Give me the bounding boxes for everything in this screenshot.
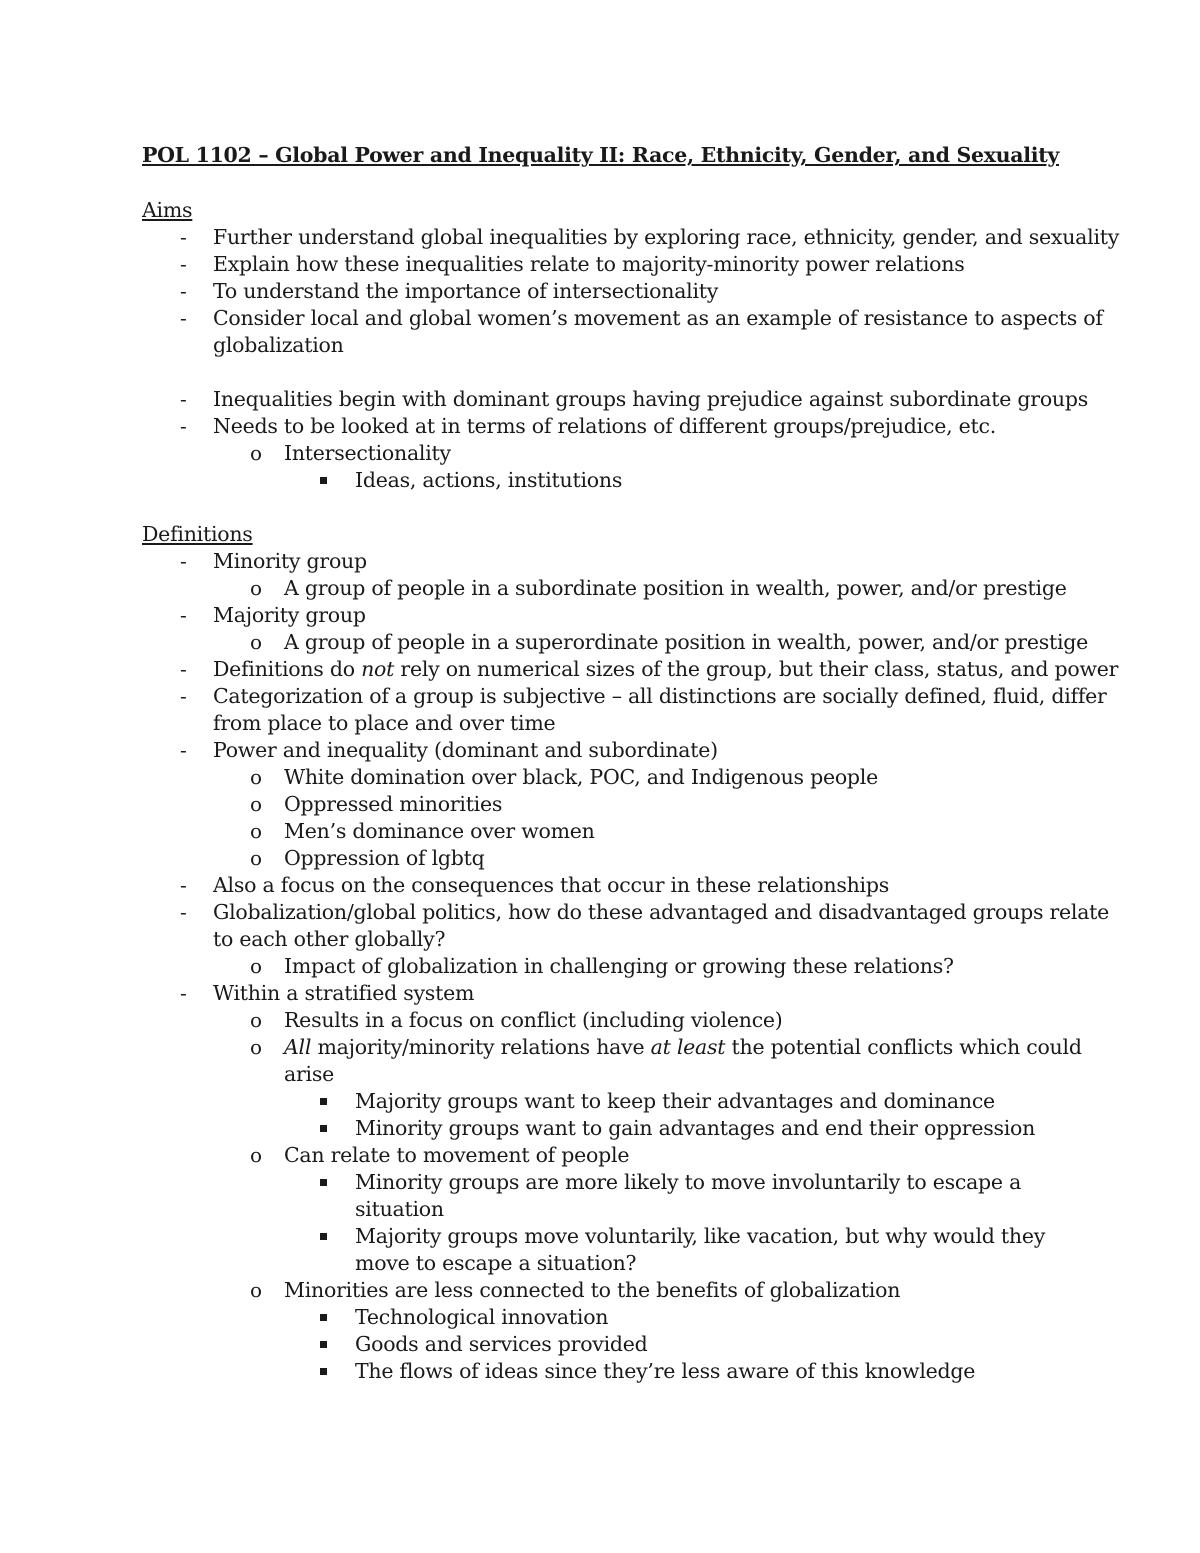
dash-bullet: - [180,657,187,681]
note-item: Inequalities begin with dominant groups having prejudice against subordinate groups [213,387,1089,411]
circle-bullet: o [250,1008,263,1032]
circle-bullet: o [250,576,263,600]
definition-subitem-mixed [284,1034,1082,1061]
definition-subsubitem: The flows of ideas since they’re less aware of this knowledge [355,1359,976,1383]
note-subsubitem: Ideas, actions, institutions [355,468,623,492]
dash-bullet: - [180,279,187,303]
circle-bullet: o [250,1143,263,1167]
square-bullet-icon [320,1368,327,1375]
definition-subsubitem: Goods and services provided [355,1332,648,1356]
dash-bullet: - [180,225,187,249]
note-subitem: Intersectionality [284,441,451,465]
definition-item: Minority group [213,549,367,573]
definition-subitem: A group of people in a subordinate position in wealth, power, and/or prestige [284,576,1067,600]
square-bullet-icon [320,1341,327,1348]
square-bullet-icon [320,1125,327,1132]
definition-subitem: White domination over black, POC, and Indigenous people [284,765,878,789]
definition-subitem: Men’s dominance over women [284,819,595,843]
italic-text-run: at least [650,1035,726,1059]
document-title: POL 1102 – Global Power and Inequality II: Race, Ethnicity, Gender, and Sexuality [142,143,1059,167]
circle-bullet: o [250,1035,263,1059]
definition-item: Power and inequality (dominant and subordinate) [213,738,718,762]
square-bullet-icon [320,1179,327,1186]
circle-bullet: o [250,630,263,654]
dash-bullet: - [180,900,187,924]
definition-item: Within a stratified system [213,981,475,1005]
text-run: the potential conflicts which could [725,1035,1082,1059]
definition-item-continuation: to each other globally? [213,927,446,951]
dash-bullet: - [180,738,187,762]
italic-text-run: All [284,1035,312,1059]
definition-subitem: Results in a focus on conflict (including violence) [284,1008,783,1032]
text-run: majority/minority relations have [311,1035,651,1059]
definition-item-continuation: from place to place and over time [213,711,556,735]
circle-bullet: o [250,846,263,870]
definition-item-mixed [213,656,1118,683]
circle-bullet: o [250,792,263,816]
aims-item: Consider local and global women’s movement as an example of resistance to aspects of [213,306,1103,330]
definition-subitem: Minorities are less connected to the benefits of globalization [284,1278,901,1302]
square-bullet-icon [320,1233,327,1240]
square-bullet-icon [320,1098,327,1105]
circle-bullet: o [250,441,263,465]
circle-bullet: o [250,954,263,978]
italic-text-run: not [361,657,395,681]
aims-item: To understand the importance of intersectionality [213,279,719,303]
dash-bullet: - [180,549,187,573]
text-run: Definitions do [213,657,362,681]
dash-bullet: - [180,414,187,438]
definition-subsubitem-continuation: situation [355,1197,444,1221]
circle-bullet: o [250,819,263,843]
dash-bullet: - [180,981,187,1005]
definition-subsubitem: Technological innovation [355,1305,609,1329]
dash-bullet: - [180,603,187,627]
aims-heading: Aims [142,198,193,222]
definitions-heading: Definitions [142,522,253,546]
text-run: rely on numerical sizes of the group, but their class, status, and power [394,657,1119,681]
note-item: Needs to be looked at in terms of relations of different groups/prejudice, etc. [213,414,996,438]
square-bullet-icon [320,477,327,484]
dash-bullet: - [180,387,187,411]
dash-bullet: - [180,306,187,330]
definition-item: Globalization/global politics, how do these advantaged and disadvantaged groups relate [213,900,1110,924]
dash-bullet: - [180,252,187,276]
definition-subitem: A group of people in a superordinate position in wealth, power, and/or prestige [284,630,1089,654]
definition-subitem: Impact of globalization in challenging or growing these relations? [284,954,954,978]
definition-item: Also a focus on the consequences that occur in these relationships [213,873,889,897]
definition-item: Majority group [213,603,366,627]
dash-bullet: - [180,684,187,708]
aims-item: Further understand global inequalities by exploring race, ethnicity, gender, and sexuality [213,225,1120,249]
circle-bullet: o [250,1278,263,1302]
definition-subitem-continuation: arise [284,1062,334,1086]
circle-bullet: o [250,765,263,789]
definition-subitem: Can relate to movement of people [284,1143,630,1167]
definition-subsubitem: Minority groups want to gain advantages and end their oppression [355,1116,1036,1140]
dash-bullet: - [180,873,187,897]
definition-item: Categorization of a group is subjective – all distinctions are socially defined, fluid, differ [213,684,1107,708]
definition-subsubitem: Minority groups are more likely to move involuntarily to escape a [355,1170,1022,1194]
square-bullet-icon [320,1314,327,1321]
definition-subitem: Oppressed minorities [284,792,503,816]
definition-subsubitem: Majority groups want to keep their advantages and dominance [355,1089,995,1113]
aims-item-continuation: globalization [213,333,344,357]
definition-subsubitem: Majority groups move voluntarily, like vacation, but why would they [355,1224,1046,1248]
definition-subsubitem-continuation: move to escape a situation? [355,1251,637,1275]
aims-item: Explain how these inequalities relate to majority-minority power relations [213,252,965,276]
definition-subitem: Oppression of lgbtq [284,846,485,870]
